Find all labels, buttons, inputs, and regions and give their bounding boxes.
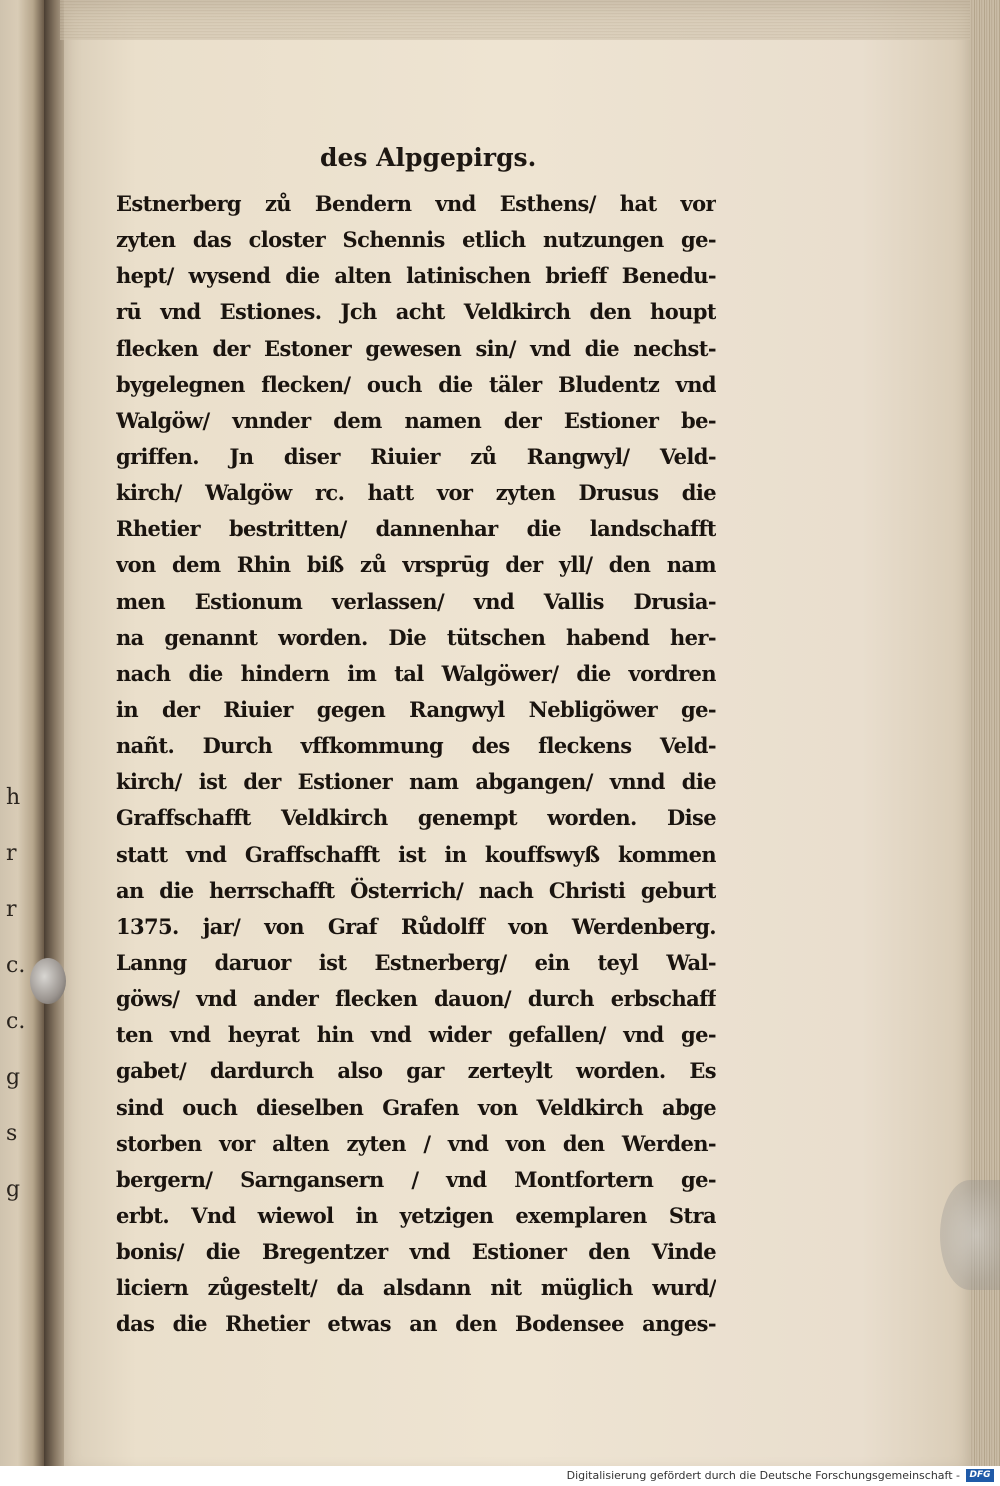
clip-mark-left — [30, 958, 66, 1004]
text-line: kirch/ ist der Estioner nam abgangen/ vnnd die — [116, 769, 716, 795]
text-line: hept/ wysend die alten latinischen brieff Benedu- — [116, 263, 716, 289]
text-line: an die herrschafft Österrich/ nach Christi geburt — [116, 877, 716, 903]
text-line: Lanng daruor ist Estnerberg/ ein teyl Wal- — [116, 949, 716, 975]
text-line: rū vnd Estiones. Jch acht Veldkirch den houpt — [116, 299, 716, 325]
page-edges-top — [60, 0, 1000, 40]
text-line: zyten das closter Schennis etlich nutzungen ge- — [116, 227, 716, 253]
text-line: Rhetier bestritten/ dannenhar die landschafft — [116, 516, 716, 542]
left-page-edge — [0, 0, 44, 1466]
running-head: des Alpgepirgs. — [320, 143, 537, 172]
left-page-letter: c. — [6, 953, 26, 978]
text-line: in der Riuier gegen Rangwyl Nebligöwer ge- — [116, 696, 716, 722]
text-line: flecken der Estoner gewesen sin/ vnd die nechst- — [116, 335, 716, 361]
text-line: liciern zůgestelt/ da alsdann nit müglich wurd/ — [116, 1275, 716, 1301]
left-page-letter: r — [6, 841, 17, 866]
text-line: ten vnd heyrat hin vnd wider gefallen/ vnd ge- — [116, 1022, 716, 1048]
text-line: kirch/ Walgöw rc. hatt vor zyten Drusus die — [116, 480, 716, 506]
body-text — [116, 186, 716, 1343]
left-page-letter: c. — [6, 1009, 26, 1034]
left-page-letters — [6, 770, 26, 1218]
text-line: griffen. Jn diser Riuier zů Rangwyl/ Veld- — [116, 443, 716, 469]
text-line: na genannt worden. Die tütschen habend her- — [116, 624, 716, 650]
text-line: sind ouch dieselben Grafen von Veldkirch abge — [116, 1094, 716, 1120]
footer-credit: Digitalisierung gefördert durch die Deutsche Forschungsgemeinschaft - — [566, 1469, 960, 1482]
left-page-letter: s — [6, 1121, 18, 1146]
text-line: storben vor alten zyten / vnd von den Werden- — [116, 1130, 716, 1156]
text-line: erbt. Vnd wiewol in yetzigen exemplaren Stra — [116, 1202, 716, 1228]
text-line: Walgöw/ vnnder dem namen der Estioner be- — [116, 407, 716, 433]
left-page-letter: h — [6, 785, 21, 810]
text-line: göws/ vnd ander flecken dauon/ durch erbschaff — [116, 986, 716, 1012]
text-line: Estnerberg zů Bendern vnd Esthens/ hat vor — [116, 191, 716, 216]
footer-bar — [0, 1466, 1000, 1486]
dfg-logo: DFG — [966, 1469, 994, 1482]
text-line: von dem Rhin biß zů vrsprūg der yll/ den nam — [116, 552, 716, 578]
text-line: bergern/ Sarngansern / vnd Montfortern ge- — [116, 1166, 716, 1192]
text-line: 1375. jar/ von Graf Růdolff von Werdenberg. — [116, 913, 716, 939]
left-page-letter: r — [6, 897, 17, 922]
text-line: men Estionum verlassen/ vnd Vallis Drusia- — [116, 588, 716, 614]
text-line: das die Rhetier etwas an den Bodensee anges- — [116, 1311, 716, 1337]
text-line: gabet/ dardurch also gar zerteylt worden. Es — [116, 1058, 716, 1084]
text-line: bonis/ die Bregentzer vnd Estioner den Vinde — [116, 1239, 716, 1265]
text-line: Graffschafft Veldkirch genempt worden. Dise — [116, 805, 716, 831]
text-line: statt vnd Graffschafft ist in kouffswyß kommen — [116, 841, 716, 867]
text-line: bygelegnen flecken/ ouch die täler Bludentz vnd — [116, 371, 716, 397]
text-line: nañt. Durch vffkommung des fleckens Veld- — [116, 733, 716, 759]
left-page-letter: g — [6, 1177, 21, 1202]
left-page-letter: g — [6, 1065, 21, 1090]
text-line: nach die hindern im tal Walgöwer/ die vordren — [116, 660, 716, 686]
clip-mark-right — [940, 1180, 1000, 1290]
